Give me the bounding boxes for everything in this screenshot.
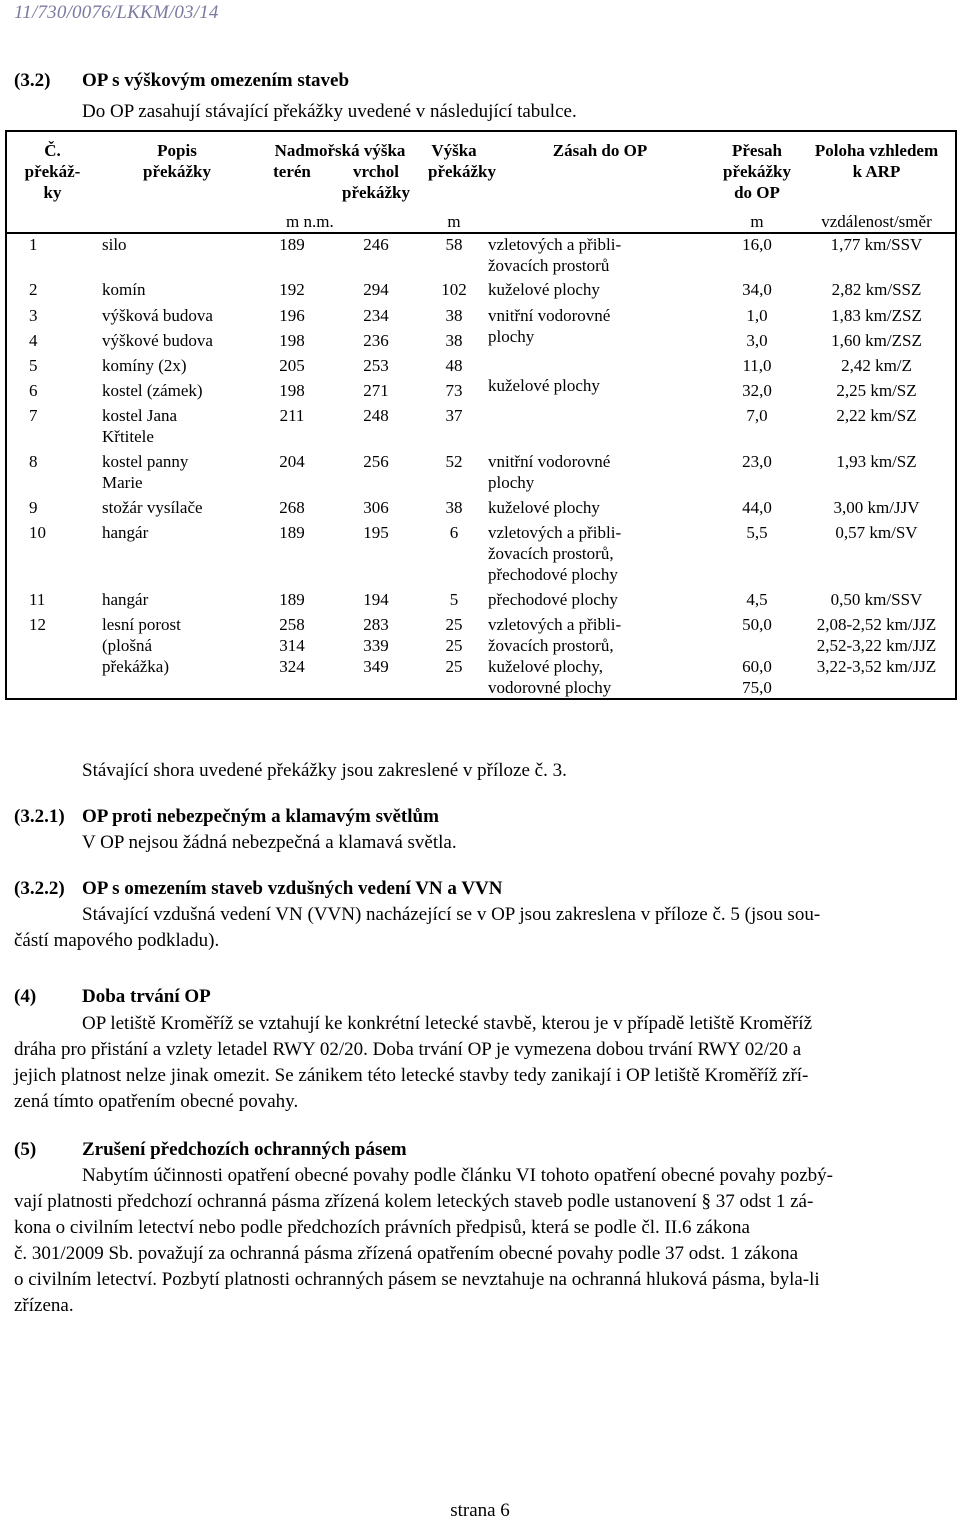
table-row: 11 hangár 189 194 5 přechodové plochy 4,5 0,50 km/SSV	[6, 585, 956, 610]
unit-height: m	[447, 212, 461, 231]
table-row: 9 stožár vysílače 268 306 38 kuželové plochy 44,0 3,00 km/JJV	[6, 493, 956, 518]
section-4-line: dráha pro přistání a vzlety letadel RWY 02/20. Doba trvání OP je vymezena dobou trvání RWY 02/20 a	[14, 1039, 802, 1060]
section-5-line: kona o civilním letectví nebo podle předchozích právních předpisů, která se podle čl. II.6 zákona	[14, 1217, 750, 1238]
table-row: 2 komín 192 294 102 kuželové plochy 34,0 2,82 km/SSZ	[6, 276, 956, 300]
header-elevation: Nadmořská výška	[256, 131, 424, 161]
header-position: Poloha vzhledem k ARP	[798, 131, 956, 203]
table-row: 7 kostel Jana Křtitele 211 248 37 7,0 2,22 km/SZ	[6, 401, 956, 447]
page-number: strana 6	[450, 1500, 510, 1521]
after-table-note: Stávající shora uvedené překážky jsou zakreslené v příloze č. 3.	[82, 760, 567, 781]
document-id: 11/730/0076/LKKM/03/14	[14, 2, 219, 23]
section-4-line: jejich platnost nelze jinak omezit. Se zánikem této letecké stavby tedy zanikají i OP letiště Kroměříž zří-	[14, 1065, 809, 1086]
table-row: 12 lesní porost (plošná překážka) 258 314 324 283 339 349 25 25 25 vzletových a přibli- žovacích prostorů, kuželové plochy, vodorovné plochy 50,0 60,0 75,0 2,08-2,52 km/JJZ 2,52-3,22 km/JJZ 3,22-3,52 km/JJZ	[6, 610, 956, 699]
section-4-line: zená tímto opatřením obecné povahy.	[14, 1091, 299, 1112]
header-zone: Zásah do OP	[484, 131, 716, 203]
table-row: 1 silo 189 246 58 vzletových a přibli- žovacích prostorů 16,0 1,77 km/SSV	[6, 233, 956, 276]
obstacles-table	[5, 130, 957, 700]
section-5-line: o civilním letectví. Pozbytí platnosti ochranných pásem se nevztahuje na ochranná hluková pásma, byla-li	[14, 1269, 820, 1290]
header-no: Č. překáž- ky	[6, 131, 98, 203]
header-top: vrchol překážky	[342, 162, 410, 202]
section-title: OP s omezením staveb vzdušných vedení VN a VVN	[82, 878, 503, 899]
header-height: Výška překážky	[424, 131, 484, 203]
section-number: (3.2.2)	[14, 878, 65, 899]
table-row: 3 výšková budova 196 234 38 vnitřní vodorovné plochy 1,0 1,83 km/ZSZ	[6, 300, 956, 326]
section-5-line: zřízena.	[14, 1295, 74, 1316]
table-row: 8 kostel panny Marie 204 256 52 vnitřní vodorovné plochy 23,0 1,93 km/SZ	[6, 447, 956, 493]
unit-position: vzdálenost/směr	[798, 203, 956, 233]
section-title: OP s výškovým omezením staveb	[82, 70, 350, 91]
section-title: Doba trvání OP	[82, 986, 211, 1007]
header-excess: Přesah překážky do OP	[716, 131, 798, 203]
section-3-2-2-line: Stávající vzdušná vedení VN (VVN) nacházející se v OP jsou zakreslena v příloze č. 5 (jsou sou-	[82, 904, 821, 925]
section-number: (3.2.1)	[14, 806, 65, 827]
table-row: 5 komíny (2x) 205 253 48 kuželové plochy 11,0 2,42 km/Z	[6, 351, 956, 376]
section-title: OP proti nebezpečným a klamavým světlům	[82, 806, 439, 827]
section-4-line: OP letiště Kroměříž se vztahují ke konkrétní letecké stavbě, kterou je v případě letiště Kroměříž	[82, 1013, 813, 1034]
section-3-2-2-line: částí mapového podkladu).	[14, 930, 220, 951]
section-3-2-1-text: V OP nejsou žádná nebezpečná a klamavá světla.	[82, 832, 457, 853]
table-intro: Do OP zasahují stávající překážky uvedené v následující tabulce.	[82, 101, 577, 122]
section-number: (5)	[14, 1139, 37, 1160]
table-row: 10 hangár 189 195 6 vzletových a přibli- žovacích prostorů, přechodové plochy 5,5 0,57 km/SV	[6, 518, 956, 585]
header-terrain: terén	[273, 162, 311, 181]
section-5-line: č. 301/2009 Sb. považují za ochranná pásma zřízená opatřením obecné povahy podle 37 odst. 1 zákona	[14, 1243, 799, 1264]
section-number: (3.2)	[14, 70, 51, 91]
table-row: 6 kostel (zámek) 198 271 73 32,0 2,25 km/SZ	[6, 376, 956, 401]
section-5-line: Nabytím účinnosti opatření obecné povahy podle článku VI tohoto opatření obecné povahy pozbý-	[82, 1165, 834, 1186]
unit-excess: m	[750, 212, 764, 231]
section-title: Zrušení předchozích ochranných pásem	[82, 1139, 407, 1160]
header-description: Popis překážky	[98, 131, 256, 203]
section-number: (4)	[14, 986, 37, 1007]
unit-elevation: m n.m.	[286, 212, 334, 231]
section-5-line: vají platnosti předchozí ochranná pásma zřízená kolem leteckých staveb podle ustanovení § 37 odst 1 zá-	[14, 1191, 814, 1212]
table-row: 4 výškové budova 198 236 38 3,0 1,60 km/ZSZ	[6, 326, 956, 351]
